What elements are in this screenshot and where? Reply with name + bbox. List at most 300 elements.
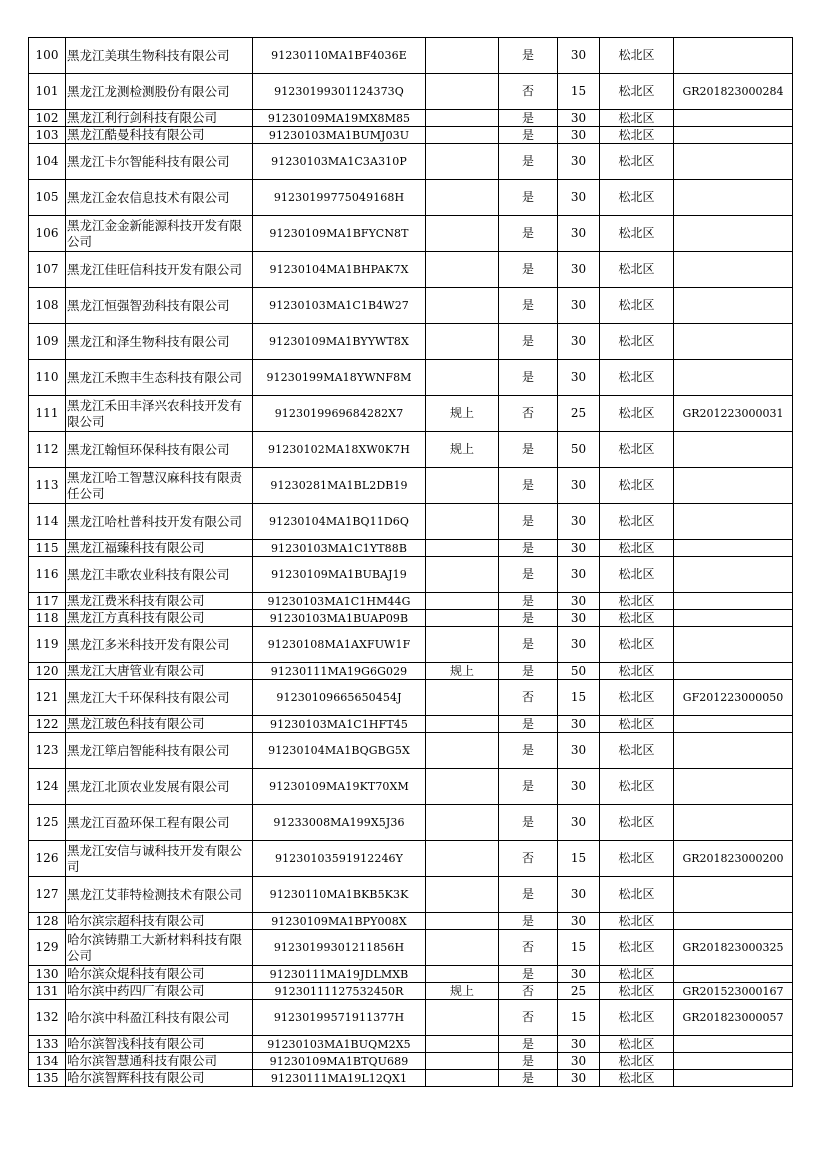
company-name-cell: 黑龙江金农信息技术有限公司: [66, 180, 253, 216]
row-number-cell: 110: [29, 360, 66, 396]
table-row: [29, 540, 793, 557]
credit-code-cell: 91230103MA1BUAP09B: [253, 610, 426, 627]
rate-value-cell: 30: [558, 360, 600, 396]
credit-code-cell: 91230199MA18YWNF8M: [253, 360, 426, 396]
rate-value-cell: 30: [558, 180, 600, 216]
scale-tag-cell: [426, 127, 499, 144]
district-cell: 松北区: [600, 180, 674, 216]
company-name-cell: 黑龙江大千环保科技有限公司: [66, 680, 253, 716]
yes-no-flag-cell: 是: [499, 877, 558, 913]
scale-tag-cell: [426, 288, 499, 324]
credit-code-cell: 91230103MA1C1YT88B: [253, 540, 426, 557]
certificate-number-cell: [674, 716, 793, 733]
certificate-number-cell: [674, 127, 793, 144]
credit-code-cell: 91230199571911377H: [253, 1000, 426, 1036]
certificate-number-cell: [674, 593, 793, 610]
yes-no-flag-cell: 是: [499, 252, 558, 288]
company-name-cell: 哈尔滨众焜科技有限公司: [66, 966, 253, 983]
scale-tag-cell: [426, 360, 499, 396]
credit-code-cell: 91230104MA1BQ11D6Q: [253, 504, 426, 540]
table-row: [29, 432, 793, 468]
certificate-number-cell: GR201223000031: [674, 396, 793, 432]
scale-tag-cell: [426, 540, 499, 557]
company-name-cell: 黑龙江费米科技有限公司: [66, 593, 253, 610]
table-row: [29, 610, 793, 627]
table-row: [29, 144, 793, 180]
row-number-cell: 133: [29, 1036, 66, 1053]
rate-value-cell: 15: [558, 1000, 600, 1036]
certificate-number-cell: [674, 913, 793, 930]
row-number-cell: 126: [29, 841, 66, 877]
rate-value-cell: 25: [558, 396, 600, 432]
row-number-cell: 132: [29, 1000, 66, 1036]
table-row: [29, 557, 793, 593]
district-cell: 松北区: [600, 627, 674, 663]
table-row: [29, 360, 793, 396]
yes-no-flag-cell: 否: [499, 680, 558, 716]
district-cell: 松北区: [600, 396, 674, 432]
rate-value-cell: 30: [558, 127, 600, 144]
scale-tag-cell: [426, 74, 499, 110]
district-cell: 松北区: [600, 1053, 674, 1070]
scale-tag-cell: [426, 557, 499, 593]
district-cell: 松北区: [600, 716, 674, 733]
scale-tag-cell: [426, 716, 499, 733]
rate-value-cell: 15: [558, 680, 600, 716]
district-cell: 松北区: [600, 841, 674, 877]
scale-tag-cell: [426, 805, 499, 841]
credit-code-cell: 91230109665650454J: [253, 680, 426, 716]
certificate-number-cell: [674, 432, 793, 468]
yes-no-flag-cell: 否: [499, 841, 558, 877]
row-number-cell: 111: [29, 396, 66, 432]
rate-value-cell: 30: [558, 593, 600, 610]
district-cell: 松北区: [600, 983, 674, 1000]
company-name-cell: 黑龙江龙测检测股份有限公司: [66, 74, 253, 110]
district-cell: 松北区: [600, 360, 674, 396]
district-cell: 松北区: [600, 769, 674, 805]
credit-code-cell: 91230199775049168H: [253, 180, 426, 216]
rate-value-cell: 15: [558, 74, 600, 110]
scale-tag-cell: [426, 680, 499, 716]
district-cell: 松北区: [600, 144, 674, 180]
row-number-cell: 117: [29, 593, 66, 610]
table-row: [29, 593, 793, 610]
credit-code-cell: 91230104MA1BQGBG5X: [253, 733, 426, 769]
rate-value-cell: 30: [558, 324, 600, 360]
credit-code-cell: 91230103591912246Y: [253, 841, 426, 877]
rate-value-cell: 30: [558, 1053, 600, 1070]
district-cell: 松北区: [600, 74, 674, 110]
row-number-cell: 131: [29, 983, 66, 1000]
table-row: [29, 74, 793, 110]
yes-no-flag-cell: 否: [499, 930, 558, 966]
table-body: [29, 38, 793, 1087]
rate-value-cell: 50: [558, 432, 600, 468]
credit-code-cell: 91230199301124373Q: [253, 74, 426, 110]
credit-code-cell: 91230111127532450R: [253, 983, 426, 1000]
table-row: [29, 216, 793, 252]
yes-no-flag-cell: 是: [499, 110, 558, 127]
yes-no-flag-cell: 否: [499, 74, 558, 110]
company-name-cell: 黑龙江艾菲特检测技术有限公司: [66, 877, 253, 913]
scale-tag-cell: [426, 1036, 499, 1053]
company-name-cell: 哈尔滨中药四厂有限公司: [66, 983, 253, 1000]
rate-value-cell: 30: [558, 877, 600, 913]
credit-code-cell: 91230103MA1BUQM2X5: [253, 1036, 426, 1053]
table-row: [29, 468, 793, 504]
yes-no-flag-cell: 是: [499, 540, 558, 557]
credit-code-cell: 91230109MA19KT70XM: [253, 769, 426, 805]
company-name-cell: 黑龙江百盈环保工程有限公司: [66, 805, 253, 841]
rate-value-cell: 30: [558, 540, 600, 557]
company-name-cell: 黑龙江翰恒环保科技有限公司: [66, 432, 253, 468]
rate-value-cell: 30: [558, 252, 600, 288]
row-number-cell: 119: [29, 627, 66, 663]
certificate-number-cell: [674, 110, 793, 127]
row-number-cell: 118: [29, 610, 66, 627]
scale-tag-cell: [426, 180, 499, 216]
yes-no-flag-cell: 是: [499, 180, 558, 216]
scale-tag-cell: 规上: [426, 396, 499, 432]
row-number-cell: 135: [29, 1070, 66, 1087]
table-row: [29, 396, 793, 432]
credit-code-cell: 91230110MA1BKB5K3K: [253, 877, 426, 913]
scale-tag-cell: 规上: [426, 432, 499, 468]
company-name-cell: 黑龙江北顶农业发展有限公司: [66, 769, 253, 805]
certificate-number-cell: GR201823000284: [674, 74, 793, 110]
row-number-cell: 115: [29, 540, 66, 557]
rate-value-cell: 30: [558, 38, 600, 74]
certificate-number-cell: [674, 769, 793, 805]
certificate-number-cell: [674, 288, 793, 324]
district-cell: 松北区: [600, 127, 674, 144]
scale-tag-cell: [426, 841, 499, 877]
row-number-cell: 114: [29, 504, 66, 540]
yes-no-flag-cell: 是: [499, 127, 558, 144]
certificate-number-cell: [674, 627, 793, 663]
yes-no-flag-cell: 是: [499, 966, 558, 983]
company-name-cell: 黑龙江哈杜普科技开发有限公司: [66, 504, 253, 540]
row-number-cell: 122: [29, 716, 66, 733]
company-name-cell: 黑龙江大唐管业有限公司: [66, 663, 253, 680]
certificate-number-cell: [674, 663, 793, 680]
district-cell: 松北区: [600, 216, 674, 252]
company-name-cell: 黑龙江金金新能源科技开发有限公司: [66, 216, 253, 252]
credit-code-cell: 91230109MA1BFYCN8T: [253, 216, 426, 252]
district-cell: 松北区: [600, 557, 674, 593]
certificate-number-cell: [674, 805, 793, 841]
yes-no-flag-cell: 是: [499, 610, 558, 627]
yes-no-flag-cell: 是: [499, 504, 558, 540]
yes-no-flag-cell: 是: [499, 593, 558, 610]
row-number-cell: 134: [29, 1053, 66, 1070]
company-name-cell: 黑龙江玻色科技有限公司: [66, 716, 253, 733]
table-row: [29, 769, 793, 805]
district-cell: 松北区: [600, 913, 674, 930]
row-number-cell: 127: [29, 877, 66, 913]
certificate-number-cell: [674, 557, 793, 593]
credit-code-cell: 91230102MA18XW0K7H: [253, 432, 426, 468]
table-row: [29, 680, 793, 716]
scale-tag-cell: [426, 144, 499, 180]
certificate-number-cell: [674, 1070, 793, 1087]
row-number-cell: 120: [29, 663, 66, 680]
certificate-number-cell: [674, 540, 793, 557]
company-name-cell: 哈尔滨宗超科技有限公司: [66, 913, 253, 930]
scale-tag-cell: 规上: [426, 663, 499, 680]
scale-tag-cell: [426, 252, 499, 288]
district-cell: 松北区: [600, 877, 674, 913]
rate-value-cell: 15: [558, 930, 600, 966]
company-name-cell: 黑龙江哈工智慧汉麻科技有限责任公司: [66, 468, 253, 504]
rate-value-cell: 30: [558, 110, 600, 127]
row-number-cell: 112: [29, 432, 66, 468]
certificate-number-cell: [674, 180, 793, 216]
table-row: [29, 127, 793, 144]
scale-tag-cell: [426, 110, 499, 127]
district-cell: 松北区: [600, 432, 674, 468]
row-number-cell: 128: [29, 913, 66, 930]
certificate-number-cell: [674, 324, 793, 360]
company-name-cell: 哈尔滨智辉科技有限公司: [66, 1070, 253, 1087]
certificate-number-cell: [674, 1053, 793, 1070]
rate-value-cell: 30: [558, 769, 600, 805]
table-row: [29, 716, 793, 733]
table-row: [29, 180, 793, 216]
certificate-number-cell: [674, 1036, 793, 1053]
district-cell: 松北区: [600, 540, 674, 557]
row-number-cell: 109: [29, 324, 66, 360]
company-name-cell: 哈尔滨铸鼎工大新材料科技有限公司: [66, 930, 253, 966]
company-name-cell: 黑龙江禾煦丰生态科技有限公司: [66, 360, 253, 396]
credit-code-cell: 91230109MA1BYYWT8X: [253, 324, 426, 360]
row-number-cell: 116: [29, 557, 66, 593]
row-number-cell: 123: [29, 733, 66, 769]
credit-code-cell: 91230109MA1BTQU689: [253, 1053, 426, 1070]
row-number-cell: 124: [29, 769, 66, 805]
credit-code-cell: 91230281MA1BL2DB19: [253, 468, 426, 504]
rate-value-cell: 30: [558, 610, 600, 627]
scale-tag-cell: [426, 930, 499, 966]
credit-code-cell: 91230103MA1C1B4W27: [253, 288, 426, 324]
yes-no-flag-cell: 是: [499, 360, 558, 396]
company-name-cell: 黑龙江卡尔智能科技有限公司: [66, 144, 253, 180]
yes-no-flag-cell: 是: [499, 627, 558, 663]
table-row: [29, 663, 793, 680]
scale-tag-cell: [426, 504, 499, 540]
row-number-cell: 102: [29, 110, 66, 127]
district-cell: 松北区: [600, 504, 674, 540]
rate-value-cell: 30: [558, 468, 600, 504]
table-row: [29, 110, 793, 127]
yes-no-flag-cell: 是: [499, 913, 558, 930]
enterprise-table: [28, 37, 793, 1087]
district-cell: 松北区: [600, 288, 674, 324]
scale-tag-cell: [426, 38, 499, 74]
certificate-number-cell: [674, 468, 793, 504]
rate-value-cell: 30: [558, 216, 600, 252]
table-row: [29, 913, 793, 930]
credit-code-cell: 91230103MA1C1HFT45: [253, 716, 426, 733]
scale-tag-cell: [426, 593, 499, 610]
certificate-number-cell: [674, 144, 793, 180]
certificate-number-cell: [674, 252, 793, 288]
credit-code-cell: 91230108MA1AXFUW1F: [253, 627, 426, 663]
scale-tag-cell: [426, 769, 499, 805]
company-name-cell: 黑龙江和泽生物科技有限公司: [66, 324, 253, 360]
table-row: [29, 627, 793, 663]
scale-tag-cell: [426, 733, 499, 769]
certificate-number-cell: GR201823000057: [674, 1000, 793, 1036]
district-cell: 松北区: [600, 468, 674, 504]
district-cell: 松北区: [600, 610, 674, 627]
company-name-cell: 黑龙江酷曼科技有限公司: [66, 127, 253, 144]
district-cell: 松北区: [600, 1036, 674, 1053]
scale-tag-cell: [426, 324, 499, 360]
yes-no-flag-cell: 是: [499, 216, 558, 252]
credit-code-cell: 91230111MA19G6G029: [253, 663, 426, 680]
district-cell: 松北区: [600, 593, 674, 610]
yes-no-flag-cell: 是: [499, 144, 558, 180]
certificate-number-cell: GR201823000325: [674, 930, 793, 966]
scale-tag-cell: [426, 966, 499, 983]
row-number-cell: 129: [29, 930, 66, 966]
credit-code-cell: 91230103MA1BUMJ03U: [253, 127, 426, 144]
credit-code-cell: 91233008MA199X5J36: [253, 805, 426, 841]
certificate-number-cell: [674, 733, 793, 769]
row-number-cell: 100: [29, 38, 66, 74]
table-row: [29, 1070, 793, 1087]
credit-code-cell: 91230109MA1BPY008X: [253, 913, 426, 930]
table-row: [29, 1000, 793, 1036]
district-cell: 松北区: [600, 38, 674, 74]
certificate-number-cell: GF201223000050: [674, 680, 793, 716]
yes-no-flag-cell: 是: [499, 288, 558, 324]
yes-no-flag-cell: 否: [499, 1000, 558, 1036]
scale-tag-cell: [426, 1070, 499, 1087]
table-row: [29, 1053, 793, 1070]
company-name-cell: 哈尔滨智慧通科技有限公司: [66, 1053, 253, 1070]
rate-value-cell: 30: [558, 288, 600, 324]
rate-value-cell: 15: [558, 841, 600, 877]
certificate-number-cell: [674, 877, 793, 913]
rate-value-cell: 30: [558, 1036, 600, 1053]
yes-no-flag-cell: 是: [499, 1070, 558, 1087]
table-row: [29, 504, 793, 540]
row-number-cell: 108: [29, 288, 66, 324]
yes-no-flag-cell: 是: [499, 769, 558, 805]
certificate-number-cell: [674, 38, 793, 74]
table-row: [29, 841, 793, 877]
rate-value-cell: 25: [558, 983, 600, 1000]
row-number-cell: 106: [29, 216, 66, 252]
scale-tag-cell: 规上: [426, 983, 499, 1000]
yes-no-flag-cell: 是: [499, 805, 558, 841]
yes-no-flag-cell: 是: [499, 557, 558, 593]
yes-no-flag-cell: 是: [499, 468, 558, 504]
rate-value-cell: 30: [558, 504, 600, 540]
company-name-cell: 黑龙江恒强智劲科技有限公司: [66, 288, 253, 324]
yes-no-flag-cell: 是: [499, 733, 558, 769]
table-row: [29, 966, 793, 983]
company-name-cell: 黑龙江福臻科技有限公司: [66, 540, 253, 557]
yes-no-flag-cell: 是: [499, 1053, 558, 1070]
certificate-number-cell: [674, 360, 793, 396]
yes-no-flag-cell: 是: [499, 1036, 558, 1053]
scale-tag-cell: [426, 1000, 499, 1036]
credit-code-cell: 9123019969684282X7: [253, 396, 426, 432]
credit-code-cell: 91230111MA19JDLMXB: [253, 966, 426, 983]
credit-code-cell: 91230111MA19L12QX1: [253, 1070, 426, 1087]
table-row: [29, 877, 793, 913]
rate-value-cell: 30: [558, 557, 600, 593]
rate-value-cell: 30: [558, 733, 600, 769]
table-row: [29, 733, 793, 769]
company-name-cell: 黑龙江佳旺信科技开发有限公司: [66, 252, 253, 288]
table-row: [29, 983, 793, 1000]
rate-value-cell: 30: [558, 1070, 600, 1087]
row-number-cell: 103: [29, 127, 66, 144]
company-name-cell: 哈尔滨中科盈江科技有限公司: [66, 1000, 253, 1036]
table-row: [29, 324, 793, 360]
credit-code-cell: 91230109MA19MX8M85: [253, 110, 426, 127]
row-number-cell: 130: [29, 966, 66, 983]
certificate-number-cell: [674, 610, 793, 627]
row-number-cell: 107: [29, 252, 66, 288]
table-row: [29, 805, 793, 841]
district-cell: 松北区: [600, 930, 674, 966]
scale-tag-cell: [426, 1053, 499, 1070]
yes-no-flag-cell: 是: [499, 663, 558, 680]
yes-no-flag-cell: 否: [499, 396, 558, 432]
row-number-cell: 105: [29, 180, 66, 216]
rate-value-cell: 30: [558, 144, 600, 180]
certificate-number-cell: [674, 504, 793, 540]
company-name-cell: 黑龙江美琪生物科技有限公司: [66, 38, 253, 74]
credit-code-cell: 91230110MA1BF4036E: [253, 38, 426, 74]
company-name-cell: 黑龙江利行剑科技有限公司: [66, 110, 253, 127]
company-name-cell: 黑龙江禾田丰泽兴农科技开发有限公司: [66, 396, 253, 432]
district-cell: 松北区: [600, 1000, 674, 1036]
yes-no-flag-cell: 是: [499, 324, 558, 360]
credit-code-cell: 91230109MA1BUBAJ19: [253, 557, 426, 593]
rate-value-cell: 30: [558, 966, 600, 983]
yes-no-flag-cell: 是: [499, 716, 558, 733]
certificate-number-cell: [674, 216, 793, 252]
yes-no-flag-cell: 是: [499, 38, 558, 74]
district-cell: 松北区: [600, 324, 674, 360]
scale-tag-cell: [426, 877, 499, 913]
row-number-cell: 125: [29, 805, 66, 841]
credit-code-cell: 91230103MA1C1HM44G: [253, 593, 426, 610]
certificate-number-cell: GR201523000167: [674, 983, 793, 1000]
district-cell: 松北区: [600, 733, 674, 769]
table-row: [29, 252, 793, 288]
scale-tag-cell: [426, 216, 499, 252]
rate-value-cell: 30: [558, 913, 600, 930]
scale-tag-cell: [426, 468, 499, 504]
district-cell: 松北区: [600, 1070, 674, 1087]
rate-value-cell: 30: [558, 716, 600, 733]
scale-tag-cell: [426, 610, 499, 627]
yes-no-flag-cell: 是: [499, 432, 558, 468]
table-row: [29, 288, 793, 324]
credit-code-cell: 91230103MA1C3A310P: [253, 144, 426, 180]
district-cell: 松北区: [600, 805, 674, 841]
district-cell: 松北区: [600, 680, 674, 716]
certificate-number-cell: [674, 966, 793, 983]
